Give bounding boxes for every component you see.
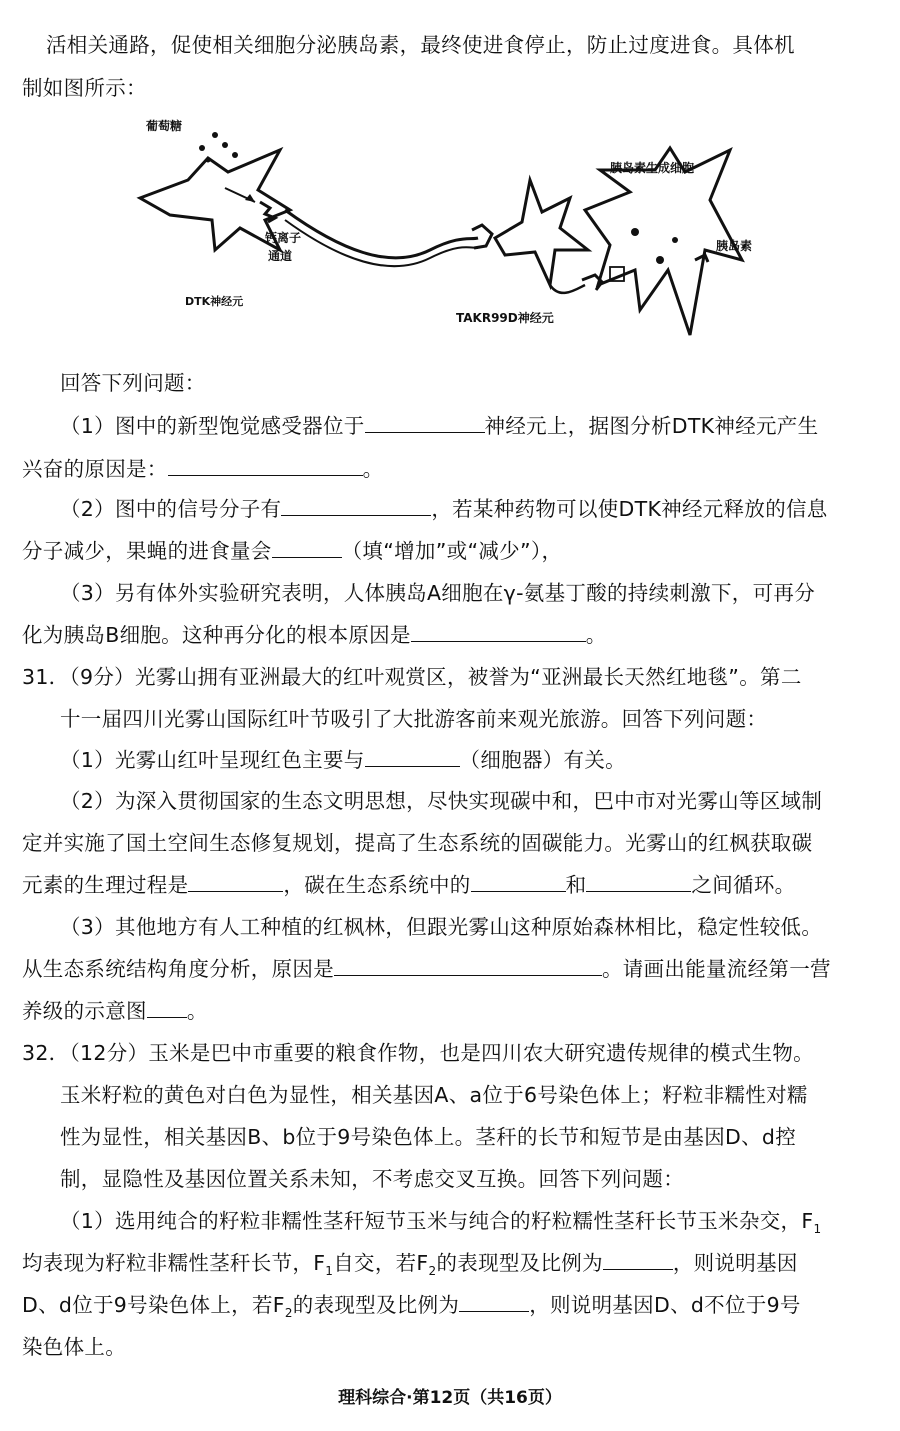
q32-heading-4: 制，显隐性及基因位置关系未知，不考虑交叉互换。回答下列问题： [60, 1167, 684, 1191]
q31-p3-line2: 从生态系统结构角度分析，原因是 。请画出能量流经第一营 [22, 957, 831, 981]
insulin-label: 胰岛素 [716, 239, 753, 253]
intro-line-2: 制如图所示： [22, 76, 147, 100]
q30-p3-line1: （3）另有体外实验研究表明，人体胰岛A细胞在γ-氨基丁酸的持续刺激下，可再分 [60, 581, 815, 605]
q32-heading-1: 32．（12分）玉米是巴中市重要的粮食作物，也是四川农大研究遗传规律的模式生物。 [22, 1041, 814, 1065]
answer-blank[interactable] [188, 871, 283, 892]
q32-p1-line3: D、d位于9号染色体上，若$F_2$的表现型及比例为 ，则说明基因D、d不位于9号 [22, 1293, 801, 1321]
neuron-diagram [130, 110, 770, 345]
answer-blank[interactable] [365, 746, 460, 767]
q31-heading-1: 31．（9分）光雾山拥有亚洲最大的红叶观赏区，被誉为“亚洲最长天然红地毯”。第二 [22, 665, 802, 689]
answer-blank[interactable] [272, 537, 342, 558]
answer-blank[interactable] [147, 997, 187, 1018]
answer-blank[interactable] [586, 871, 691, 892]
synapse-1-shape [472, 225, 492, 248]
answer-blank[interactable] [603, 1249, 673, 1270]
answer-blank[interactable] [471, 871, 566, 892]
q31-p3-line3: 养级的示意图 。 [22, 999, 208, 1023]
answer-blank[interactable] [411, 621, 586, 642]
q30-p1-line2: 兴奋的原因是： 。 [22, 457, 384, 481]
q31-heading-2: 十一届四川光雾山国际红叶节吸引了大批游客前来观光旅游。回答下列问题： [60, 707, 768, 731]
calcium-channel-label-1: 钙离子 [265, 231, 302, 245]
answer-blank[interactable] [334, 955, 602, 976]
q31-p3-line1: （3）其他地方有人工种植的红枫林，但跟光雾山这种原始森林相比，稳定性较低。 [60, 915, 823, 939]
intro-line-1: 活相关通路，促使相关细胞分泌胰岛素，最终使进食停止，防止过度进食。具体机 [46, 33, 795, 57]
q32-p1-line2: 均表现为籽粒非糯性茎秆长节，$F_1$自交，若$F_2$的表现型及比例为 ，则说明基因 [22, 1251, 798, 1279]
q30-p2-line2: 分子减少，果蝇的进食量会 （填“增加”或“减少”）， [22, 539, 563, 563]
q31-p2-line3: 元素的生理过程是 ，碳在生态系统中的 和 之间循环。 [22, 873, 796, 897]
q32-heading-3: 性为显性，相关基因B、b位于9号染色体上。茎秆的长节和短节是由基因D、d控 [60, 1125, 797, 1149]
glucose-label: 葡萄糖 [146, 119, 183, 133]
q31-p2-line2: 定并实施了国土空间生态修复规划，提高了生态系统的固碳能力。光雾山的红枫获取碳 [22, 831, 813, 855]
calcium-channel-label-2: 通道 [268, 249, 293, 263]
dtk-neuron-label: DTK神经元 [185, 295, 244, 308]
answer-blank[interactable] [168, 455, 363, 476]
answer-blank[interactable] [365, 412, 485, 433]
q30-p3-line2: 化为胰岛B细胞。这种再分化的根本原因是 。 [22, 623, 607, 647]
page-footer: 理科综合·第12页（共16页） [338, 1388, 562, 1408]
q32-heading-2: 玉米籽粒的黄色对白色为显性，相关基因A、a位于6号染色体上；籽粒非糯性对糯 [60, 1083, 808, 1107]
takr-neuron-label: TAKR99D神经元 [456, 311, 554, 325]
insulin-cell-label: 胰岛素生成细胞 [610, 161, 695, 175]
q30-p2-line1: （2）图中的信号分子有 ，若某种药物可以使DTK神经元释放的信息 [60, 497, 828, 521]
q30-p1-line1: （1）图中的新型饱觉感受器位于 神经元上，据图分析DTK神经元产生 [60, 414, 819, 438]
q30-lead: 回答下列问题： [60, 371, 206, 395]
q32-p1-line4: 染色体上。 [22, 1335, 126, 1359]
glucose-dots [199, 132, 238, 163]
q31-p1: （1）光雾山红叶呈现红色主要与 （细胞器）有关。 [60, 748, 626, 772]
answer-blank[interactable] [281, 495, 431, 516]
answer-blank[interactable] [459, 1291, 529, 1312]
q31-p2-line1: （2）为深入贯彻国家的生态文明思想，尽快实现碳中和，巴中市对光雾山等区域制 [60, 789, 823, 813]
takr-neuron-shape [495, 180, 588, 285]
q32-p1-line1: （1）选用纯合的籽粒非糯性茎秆短节玉米与纯合的籽粒糯性茎秆长节玉米杂交，$F_1$ [60, 1209, 822, 1237]
